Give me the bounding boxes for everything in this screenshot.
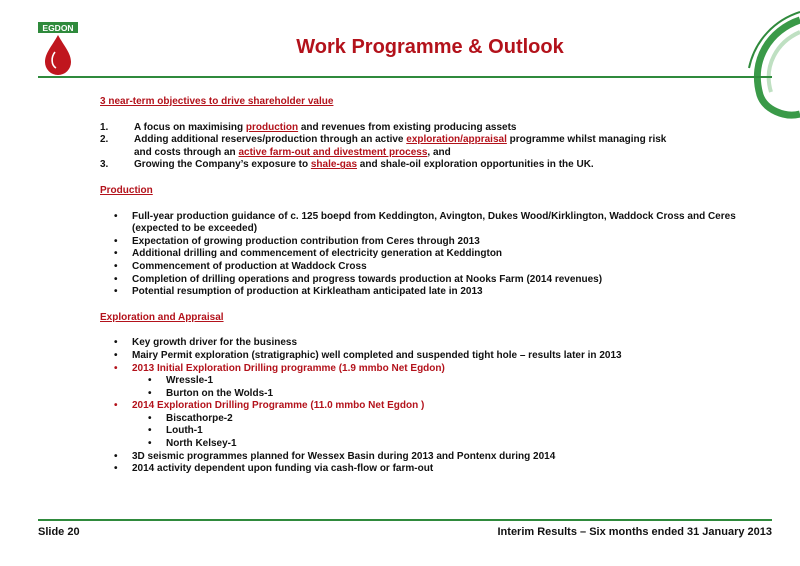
production-heading: Production (100, 184, 153, 196)
exploration-item: • Mairy Permit exploration (stratigraphic) well completed and suspended tight hole – results later in 2013 (114, 349, 622, 361)
objectives-heading: 3 near-term objectives to drive shareholder value (100, 96, 334, 107)
production-item: • Full-year production guidance of c. 125 boepd from Keddington, Avington, Dukes Wood/Kirklington, Waddock Cross and Ceres (expected to be exceeded) (114, 210, 736, 235)
slide-number: Slide 20 (38, 526, 80, 538)
exploration-subitem: • Burton on the Wolds-1 (148, 387, 274, 399)
exploration-subitem: • North Kelsey-1 (148, 438, 237, 450)
exploration-item: • 3D seismic programmes planned for Wessex Basin during 2013 and Pontenx during 2014 (114, 450, 556, 462)
exploration-item-programme: • 2014 Exploration Drilling Programme (11.0 mmbo Net Egdon ) (114, 400, 425, 412)
exploration-item-programme: • 2013 Initial Exploration Drilling programme (1.9 mmbo Net Egdon) (114, 362, 445, 374)
objective-link[interactable]: shale-gas (310, 159, 358, 171)
exploration-subitem: • Biscathorpe-2 (148, 412, 233, 424)
exploration-heading: Exploration and Appraisal (100, 311, 224, 323)
production-item: • Additional drilling and commencement of electricity generation at Keddington (114, 248, 503, 260)
page-title: Work Programme & Outlook (296, 36, 564, 58)
footer-caption: Interim Results – Six months ended 31 January 2013 (497, 526, 772, 538)
exploration-subitem: • Wressle-1 (148, 375, 214, 387)
objective-number: 2. (100, 134, 109, 146)
logo-text: EGDON (42, 23, 74, 33)
production-item: • Completion of drilling operations and progress towards production at Nooks Farm (2014 revenues) (114, 273, 603, 285)
exploration-item: • 2014 activity dependent upon funding via cash-flow or farm-out (114, 463, 434, 475)
exploration-subitem: • Louth-1 (148, 425, 203, 437)
objective-link[interactable]: production (245, 121, 299, 133)
top-divider (38, 76, 772, 78)
exploration-item: • Key growth driver for the business (114, 337, 298, 349)
objective-number: 1. (100, 121, 109, 133)
objective-link[interactable]: exploration/appraisal (406, 134, 507, 146)
production-item: • Commencement of production at Waddock Cross (114, 260, 367, 272)
objective-number: 3. (100, 159, 109, 171)
production-item: • Expectation of growing production contribution from Ceres through 2013 (114, 235, 480, 247)
slide-content (100, 96, 760, 476)
objective-link[interactable]: active farm-out and divestment process (238, 146, 428, 158)
objective-item-3: 3. Growing the Company’s exposure to shale-gas and shale-oil exploration opportunities in the UK. (100, 159, 594, 171)
bottom-divider (38, 519, 772, 521)
production-item: • Potential resumption of production at Kirkleatham anticipated late in 2013 (114, 286, 483, 298)
objective-item-2: 2. Adding additional reserves/production through an active exploration/appraisal programme whilst managing risk and costs through an active farm-out and divestment process, and (100, 134, 667, 158)
objective-item-1: 1. A focus on maximising production and revenues from existing producing assets (100, 121, 517, 133)
